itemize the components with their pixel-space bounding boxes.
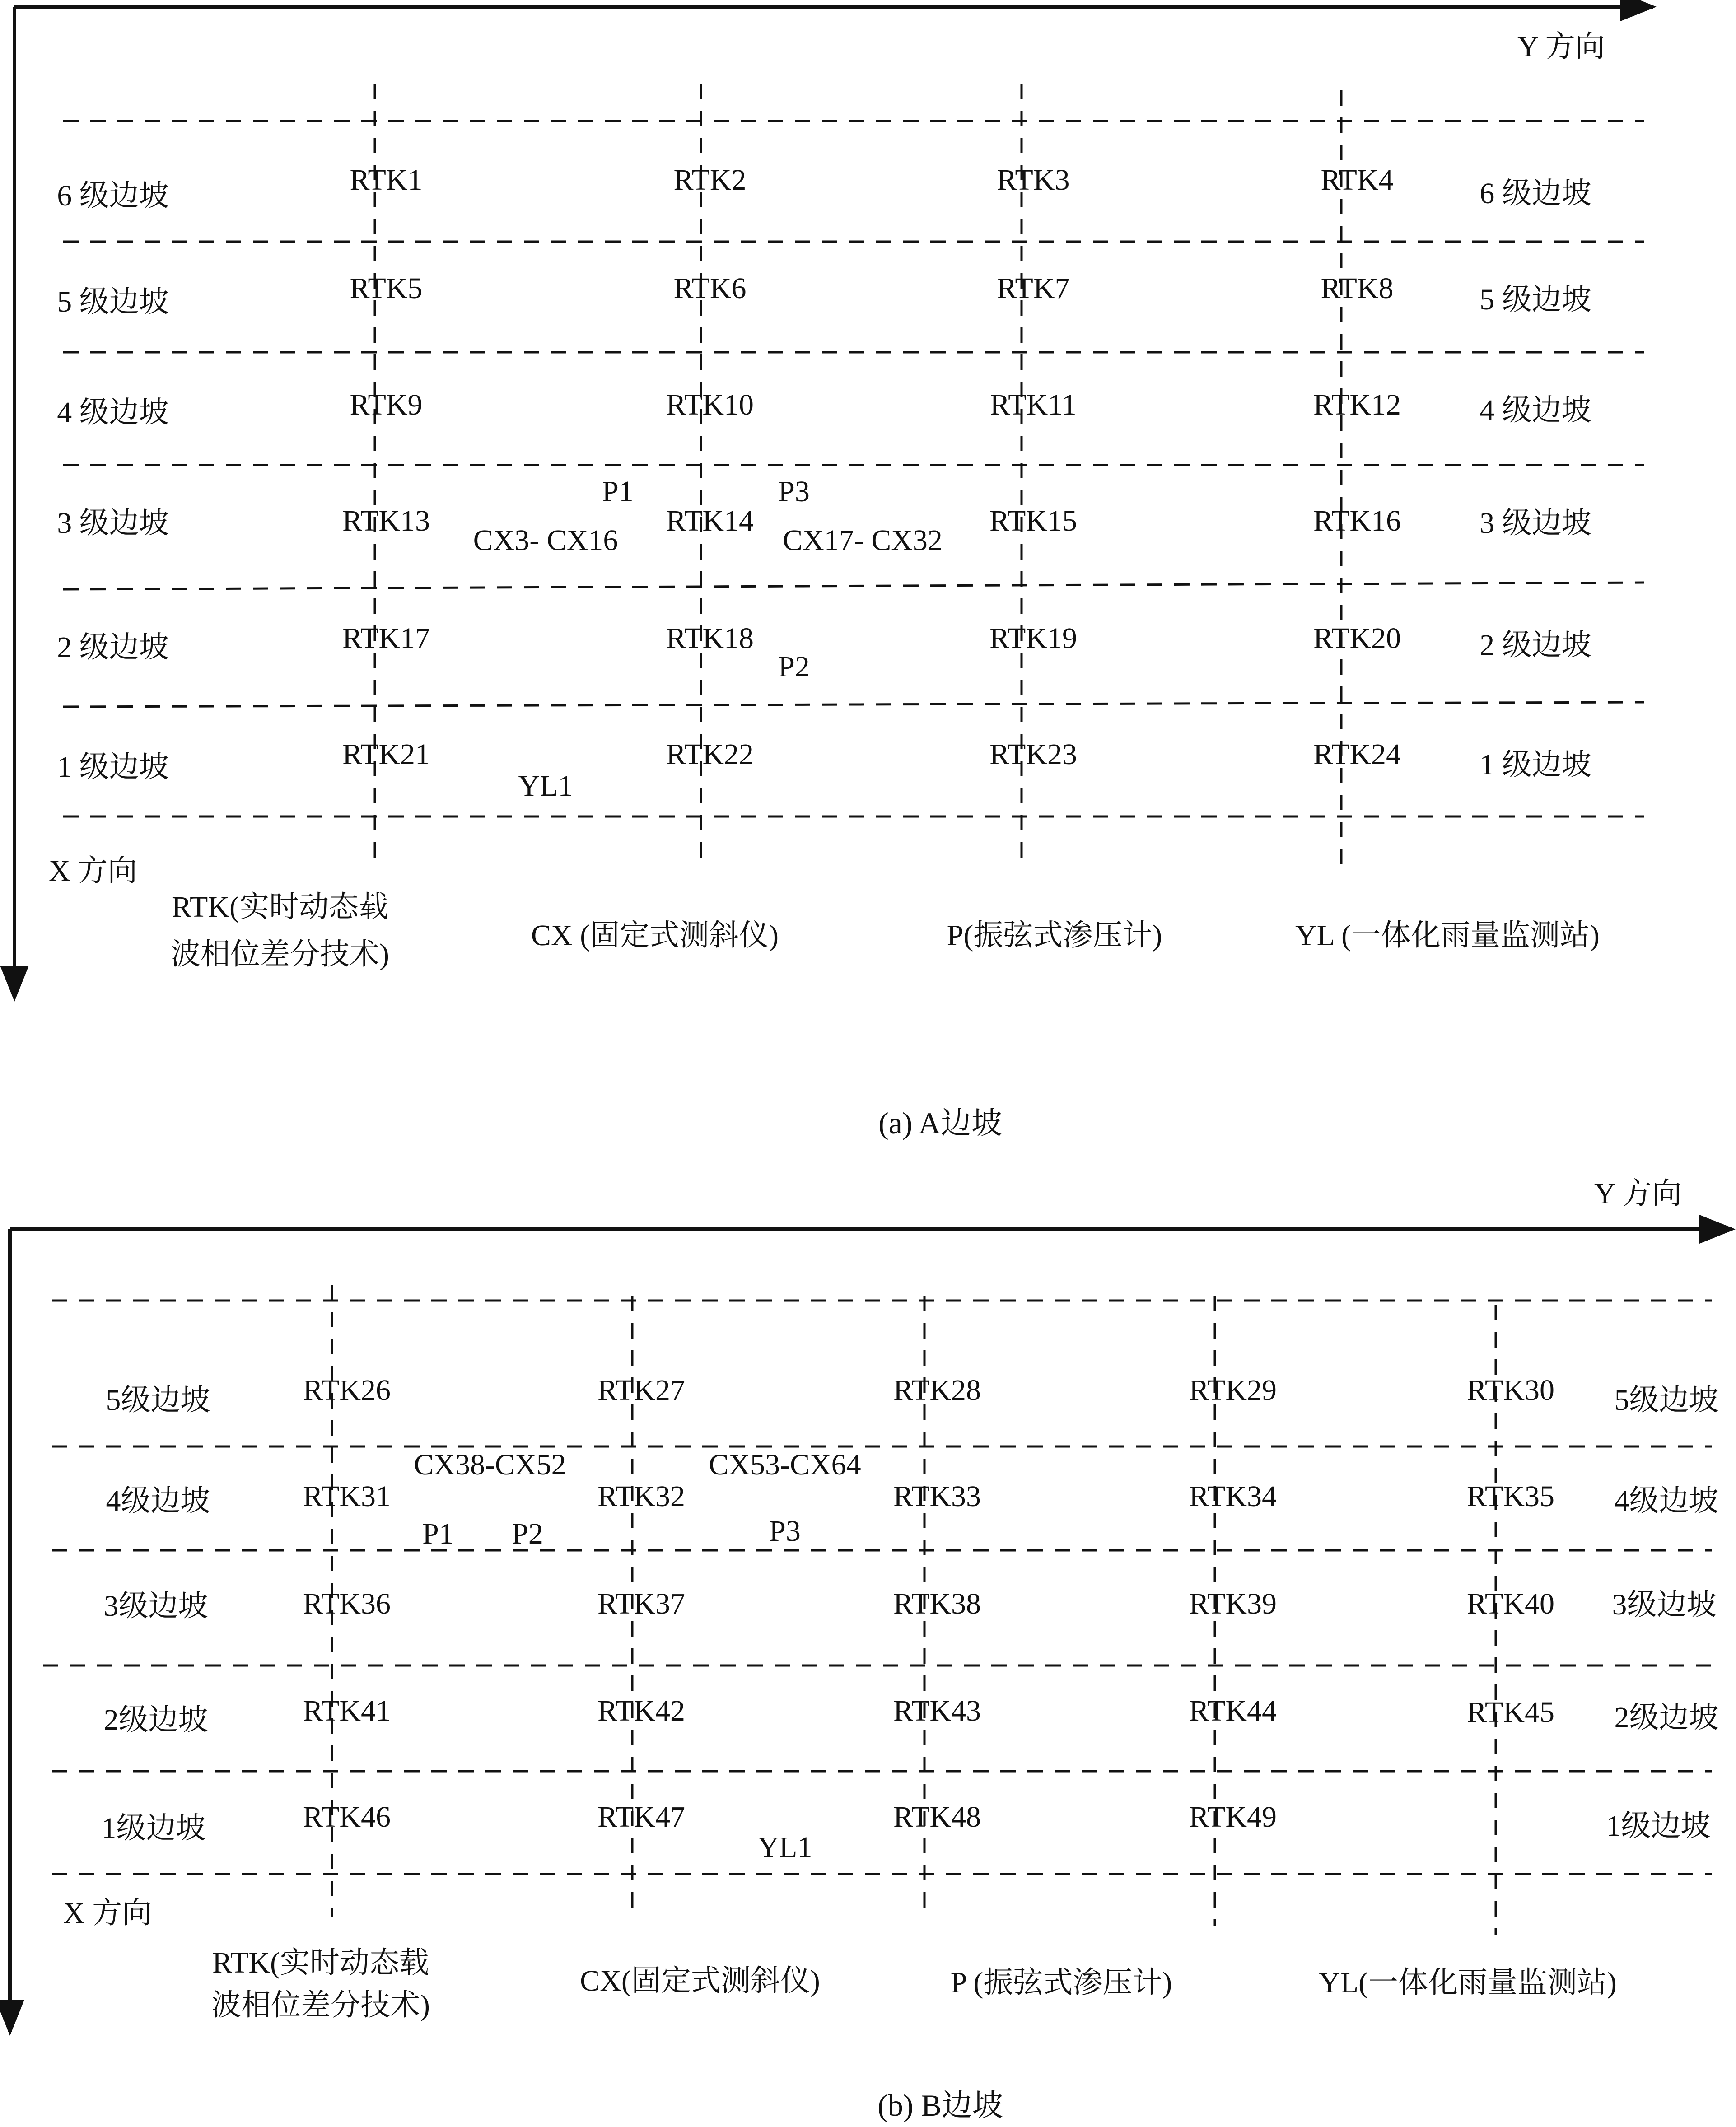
level-label: 1级边坡 [1606,1810,1711,1842]
rtk-station: RTK13 [342,504,430,537]
piezometer-label: P1 [602,475,634,508]
level-label: 1 级边坡 [1479,748,1591,781]
rtk-station: RTK48 [893,1800,981,1833]
level-labels-left [57,179,169,784]
inclinometer-range-label: CX53-CX64 [709,1448,861,1481]
rtk-station: RTK46 [303,1800,391,1833]
level-label: 3级边坡 [103,1590,208,1623]
y-axis-label: Y 方向 [1517,30,1605,63]
level-labels-right [1606,1384,1719,1842]
legend-yl: YL(一体化雨量监测站) [1319,1966,1617,1999]
rtk-station: RTK35 [1466,1480,1555,1513]
piezometer-label: P1 [422,1517,454,1550]
level-label: 3 级边坡 [1479,507,1591,540]
legend-p: P(振弦式渗压计) [947,919,1162,952]
rain-gauge-label: YL1 [757,1831,812,1864]
x-axis-label: X 方向 [63,1897,152,1930]
level-labels-right [1479,177,1591,781]
inclinometer-range-label: CX38-CX52 [414,1448,566,1481]
level-label: 5级边坡 [106,1384,210,1417]
rtk-stations [303,1374,1554,1833]
caption-a: (a) A边坡 [878,1106,1002,1140]
rtk-station: RTK31 [303,1480,391,1513]
level-label: 4 级边坡 [1479,394,1591,427]
piezometer-label: P2 [512,1517,543,1550]
rtk-stations [342,163,1401,771]
legend-rtk-line1: RTK(实时动态载 [212,1946,429,1979]
rtk-station: RTK2 [673,163,747,196]
level-label: 6 级边坡 [57,179,169,212]
section-lines [375,84,1341,874]
rtk-station: RTK38 [893,1587,981,1620]
rtk-station: RTK39 [1189,1587,1277,1620]
legend-cx: CX(固定式测斜仪) [580,1964,820,1997]
level-label: 4级边坡 [106,1484,210,1517]
rtk-station: RTK3 [997,163,1070,196]
rtk-station: RTK1 [350,163,423,196]
piezometer-label: P3 [778,475,810,508]
legend-rtk-line1: RTK(实时动态载 [171,891,389,924]
berm-lines [43,1301,1712,1874]
rtk-station: RTK15 [989,504,1078,537]
level-label: 5 级边坡 [1479,283,1591,316]
piezometer-label: P3 [769,1515,801,1548]
berm-lines [63,121,1644,816]
rtk-station: RTK6 [673,272,747,305]
rtk-station: RTK42 [597,1694,686,1727]
rtk-station: RTK5 [350,272,423,305]
inclinometer-range-label: CX17- CX32 [783,524,943,557]
rtk-station: RTK7 [997,272,1070,305]
level-label: 5 级边坡 [57,285,169,318]
level-label: 5级边坡 [1614,1384,1719,1417]
rtk-station: RTK41 [303,1694,391,1727]
rtk-station: RTK47 [597,1800,686,1833]
rtk-station: RTK8 [1321,272,1394,305]
level-label: 1 级边坡 [57,751,169,784]
rtk-station: RTK40 [1466,1587,1555,1620]
legend-rtk-line2: 波相位差分技术) [171,938,389,971]
rtk-station: RTK32 [597,1480,686,1513]
inclinometer-range-label: CX3- CX16 [473,524,618,557]
berm-line [63,702,1644,707]
caption-b: (b) B边坡 [877,2088,1003,2122]
rtk-station: RTK33 [893,1480,981,1513]
rtk-station: RTK18 [666,622,754,655]
rtk-station: RTK23 [989,738,1078,771]
rtk-station: RTK26 [303,1374,391,1407]
rtk-station: RTK36 [303,1587,391,1620]
rtk-station: RTK16 [1313,504,1401,537]
legend [211,1946,1617,2022]
rtk-station: RTK20 [1313,622,1401,655]
level-labels-left [102,1384,210,1845]
rtk-station: RTK19 [989,622,1078,655]
level-label: 3级边坡 [1612,1588,1717,1621]
rtk-station: RTK10 [666,388,754,421]
level-label: 4 级边坡 [57,396,169,429]
piezometer-label: P2 [778,650,810,683]
x-axis-label: X 方向 [49,854,138,887]
y-axis-label: Y 方向 [1594,1177,1682,1210]
legend [171,891,1600,971]
level-label: 2 级边坡 [57,631,169,664]
rtk-station: RTK28 [893,1374,981,1407]
rtk-station: RTK27 [597,1374,686,1407]
rain-gauge-label: YL1 [518,770,573,802]
level-label: 6 级边坡 [1479,177,1591,210]
rtk-station: RTK12 [1313,388,1401,421]
rtk-station: RTK17 [342,622,430,655]
level-label: 2级边坡 [103,1703,208,1736]
berm-line [63,583,1644,589]
rtk-station: RTK45 [1466,1696,1555,1729]
rtk-station: RTK37 [597,1587,686,1620]
legend-yl: YL (一体化雨量监测站) [1295,919,1600,952]
rtk-station: RTK24 [1313,738,1401,771]
rtk-station: RTK4 [1321,163,1394,196]
level-label: 4级边坡 [1614,1484,1719,1517]
rtk-station: RTK21 [342,738,430,771]
rtk-station: RTK11 [990,388,1077,421]
diagram-b [10,1177,1732,2122]
diagram-a [14,7,1653,1140]
legend-p: P (振弦式渗压计) [950,1966,1172,1999]
level-label: 2 级边坡 [1479,629,1591,662]
level-label: 3 级边坡 [57,507,169,540]
rtk-station: RTK49 [1189,1800,1277,1833]
level-label: 1级边坡 [101,1812,206,1845]
legend-cx: CX (固定式测斜仪) [531,919,779,952]
rtk-station: RTK22 [666,738,754,771]
rtk-station: RTK9 [350,388,423,421]
rtk-station: RTK14 [666,504,754,537]
rtk-station: RTK29 [1189,1374,1277,1407]
rtk-station: RTK30 [1466,1374,1555,1407]
legend-rtk-line2: 波相位差分技术) [211,1989,430,2022]
rtk-station: RTK43 [893,1694,981,1727]
level-label: 2级边坡 [1614,1701,1719,1734]
rtk-station: RTK44 [1189,1694,1277,1727]
rtk-station: RTK34 [1189,1480,1277,1513]
